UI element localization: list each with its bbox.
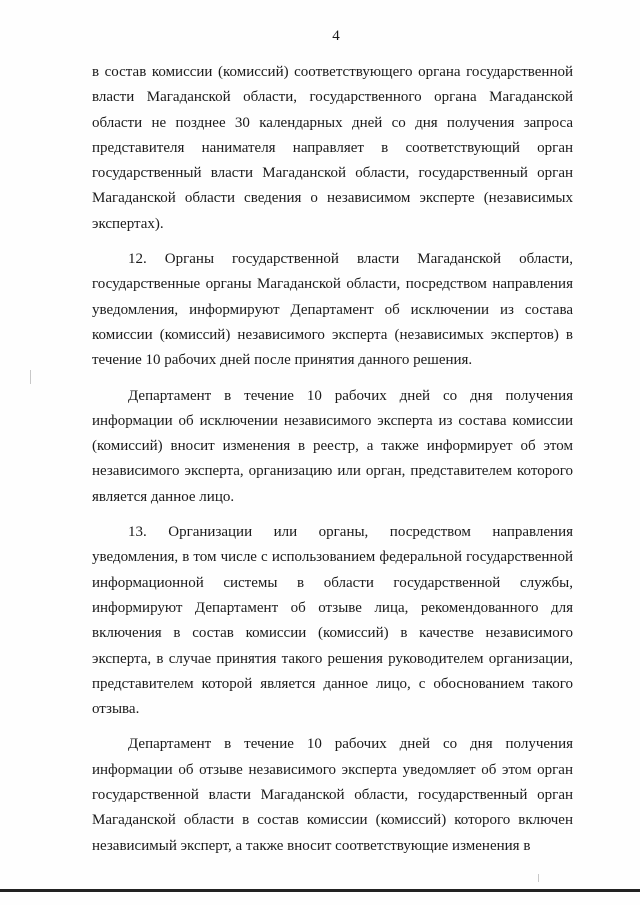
scan-artifact (538, 874, 539, 882)
paragraph-12: 12. Органы государственной власти Магаданской области, государственные органы Магаданской области, посредством направления уведомления, информируют Департамент об исключении из состава комиссии (комиссий) независимого эксперта (независимых экспертов) в течение 10 рабочих дней после принятия данного решения. (92, 251, 573, 369)
scan-bottom-edge (0, 889, 640, 892)
scan-artifact (30, 370, 31, 384)
paragraph-13: 13. Организации или органы, посредством направления уведомления, в том числе с использованием федеральной государственной информационной системы в области государственной службы, информируют Департамент об отзыве лица, рекомендованного для включения в состав комиссии (комиссий) в качестве независимого эксперта, в случае принятия такого решения руководителем организации, представителем которой является данное лицо, с обоснованием такого отзыва. (92, 524, 573, 718)
paragraph-13-department: Департамент в течение 10 рабочих дней со дня получения информации об отзыве независимого эксперта уведомляет об этом орган государственной власти Магаданской области, государственный орган Магаданской области в состав комиссии (комиссий) которого включен независимый эксперт, а также вносит соответствующие изменения в (92, 736, 573, 854)
paragraph-continuation: в состав комиссии (комиссий) соответствующего органа государственной власти Магаданской области, государственного органа Магаданской области не позднее 30 календарных дней со дня получения запроса представителя нанимателя направляет в соответствующий орган государственный власти Магаданской области, государственный орган Магаданской области сведения о независимом эксперте (независимых экспертах). (92, 64, 573, 232)
page-number: 4 (332, 28, 340, 44)
document-body (92, 60, 573, 869)
paragraph-12-department: Департамент в течение 10 рабочих дней со дня получения информации об исключении независимого эксперта из состава комиссии (комиссий) вносит изменения в реестр, а также информирует об этом независимого эксперта, организацию или орган, представителем которого является данное лицо. (92, 387, 573, 505)
